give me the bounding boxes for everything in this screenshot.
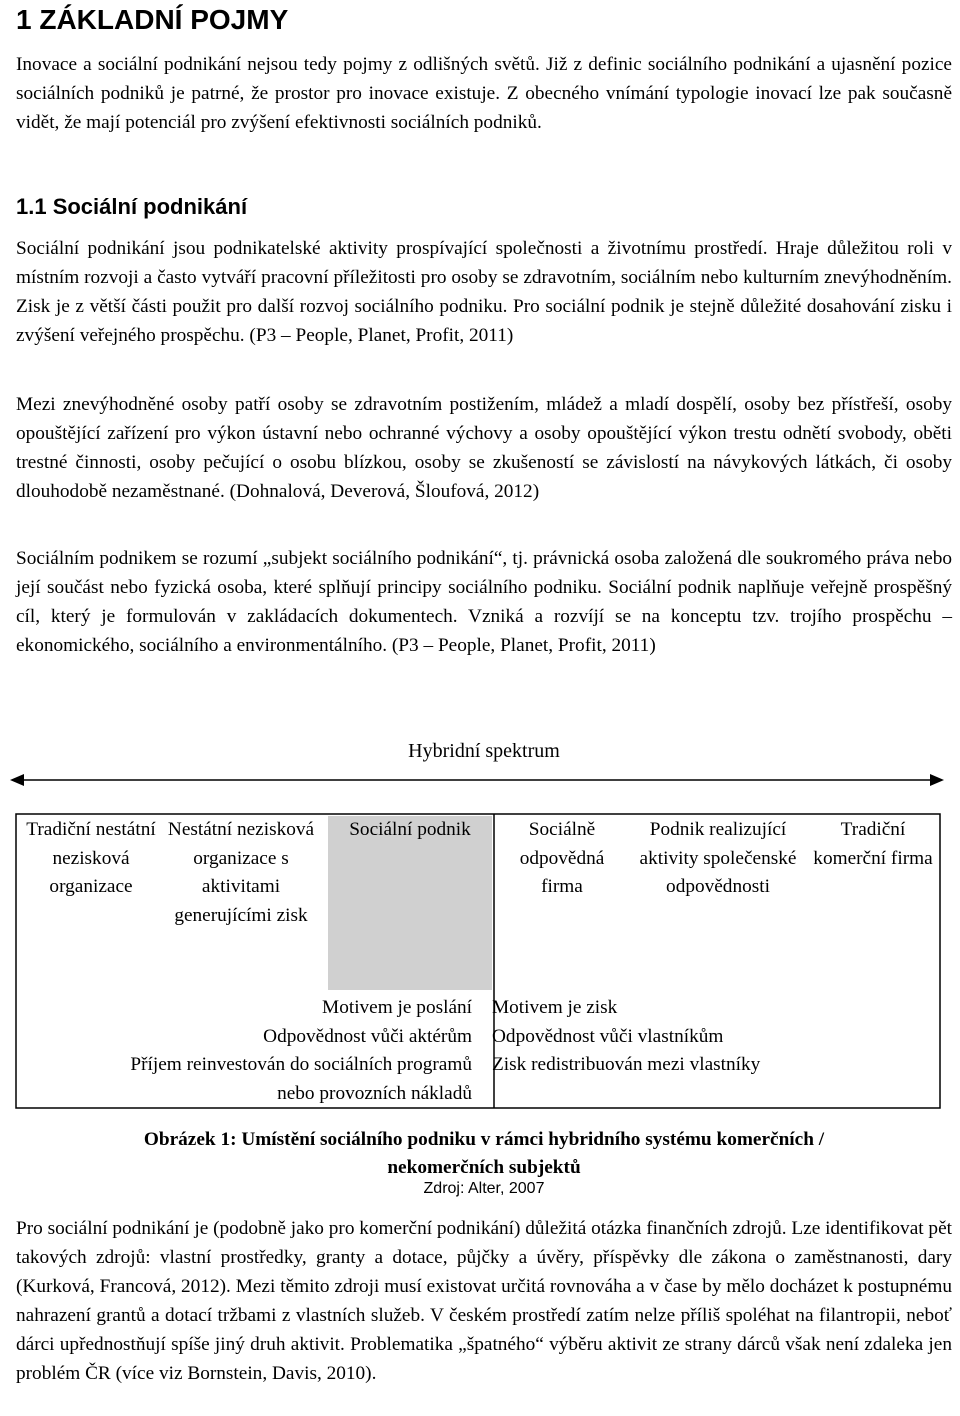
box-ngo-with-income: Nestátní nezisková organizace s aktivitami generujícími zisk [167,819,315,926]
box-social-enterprise: Sociální podnik [328,816,492,990]
left-line: Motivem je poslání [322,997,472,1018]
section-heading: 1.1 Sociální podnikání [16,194,248,219]
left-line: nebo provozních nákladů [277,1082,472,1104]
right-line: Zisk redistribuován mezi vlastníky [492,1054,761,1075]
figure-caption [16,1126,952,1182]
intro-paragraph: Inovace a sociální podnikání nejsou tedy pojmy z odlišných světů. Již z definic sociálního podnikání a ujasnění pozice sociálních podniků je patrné, že prostor pro inovace existuje. Z obecného vnímání typologie inovací lze pak současně vidět, že mají potenciál pro zvýšení efektivnosti sociálních podniků. [16,54,952,133]
arrow-right-head [930,774,944,786]
profit-characteristics [492,994,760,1080]
left-line: Příjem reinvestován do sociálních programů [130,1054,472,1075]
caption-line: Obrázek 1: Umístění sociálního podniku v rámci hybridního systému komerčních / [143,1129,825,1150]
paragraph-4: Pro sociální podnikání je (podobně jako pro komerční podnikání) důležitá otázka finančních zdrojů. Lze identifikovat pět takových zdrojů: vlastní prostředky, granty a dotace, půjčky a úvěry, příspěvky dle zákona o zaměstnanosti, dary (Kurková, Francová, 2012). Mezi těmito zdroji musí existovat určitá rovnováha a v čase by mělo docházet k postupnému nahrazení grantů a dotací tržbami z vlastních služeb. V českém prostředí zatím nelze příliš spoléhat na filantropii, neboť dárci upřednostňují spíše jiný druh aktivit. Problematika „špatného“ výběru aktivit ze strany dárců však není zdaleka jen problém ČR (více viz Bornstein, Davis, 2010). [16,1218,952,1384]
paragraph-3: Sociálním podnikem se rozumí „subjekt sociálního podnikání“, tj. právnická osoba založená dle soukromého práva nebo její součást nebo fyzická osoba, které splňují principy sociálního podniku. Sociální podnik naplňuje veřejně prospěšný cíl, který je formulován v zakládacích dokumentech. Vzniká a rozvíjí se na konceptu tzv. trojího prospěchu – ekonomického, sociálního a environmentálního. (P3 – People, Planet, Profit, 2011) [16,548,952,656]
left-line: Odpovědnost vůči aktérům [263,1025,472,1047]
paragraph-2: Mezi znevýhodněné osoby patří osoby se zdravotním postižením, mládež a mladí dospělí, osoby bez přístřeší, osoby opouštějící zařízení pro výkon ústavní nebo ochranné výchovy a osoby opouštějící výkon trestu odnětí svobody, oběti trestné činnosti, osoby pečující o osobu blízkou, osoby se zkušeností se závislostí na návykových látkách, či osoby dlouhodobě nezaměstnané. (Dohnalová, Deverová, Šloufová, 2012) [16,394,952,502]
box-csr-activities: Podnik realizující aktivity společenské odpovědnosti [639,819,797,897]
caption-line: nekomerčních subjektů [387,1157,581,1178]
figure-source: Zdroj: Alter, 2007 [423,1180,545,1197]
right-line: Motivem je zisk [492,997,618,1018]
box-traditional-ngo: Tradiční nestátní nezisková organizace [26,819,156,897]
arrow-left-head [10,774,24,786]
figure-title: Hybridní spektrum [408,740,560,762]
right-line: Odpovědnost vůči vlastníkům [492,1025,724,1047]
box-csr-firm: Sociálně odpovědná firma [519,819,605,897]
box-traditional-firm: Tradiční komerční firma [813,819,933,869]
paragraph-1: Sociální podnikání jsou podnikatelské aktivity prospívající společnosti a životnímu prostředí. Hraje důležitou roli v místním rozvoji a často vytváří pracovní příležitosti pro osoby se zdravotním, sociálním nebo kulturním znevýhodněním. Zisk je z větší části použit pro další rozvoj sociálního podniku. Pro sociální podnik je stejně důležité dosahování zisku i zvýšení veřejného prospěchu. (P3 – People, Planet, Profit, 2011) [16,238,952,346]
chapter-heading: 1 ZÁKLADNÍ POJMY [16,4,289,35]
nonprofit-characteristics [130,994,472,1108]
